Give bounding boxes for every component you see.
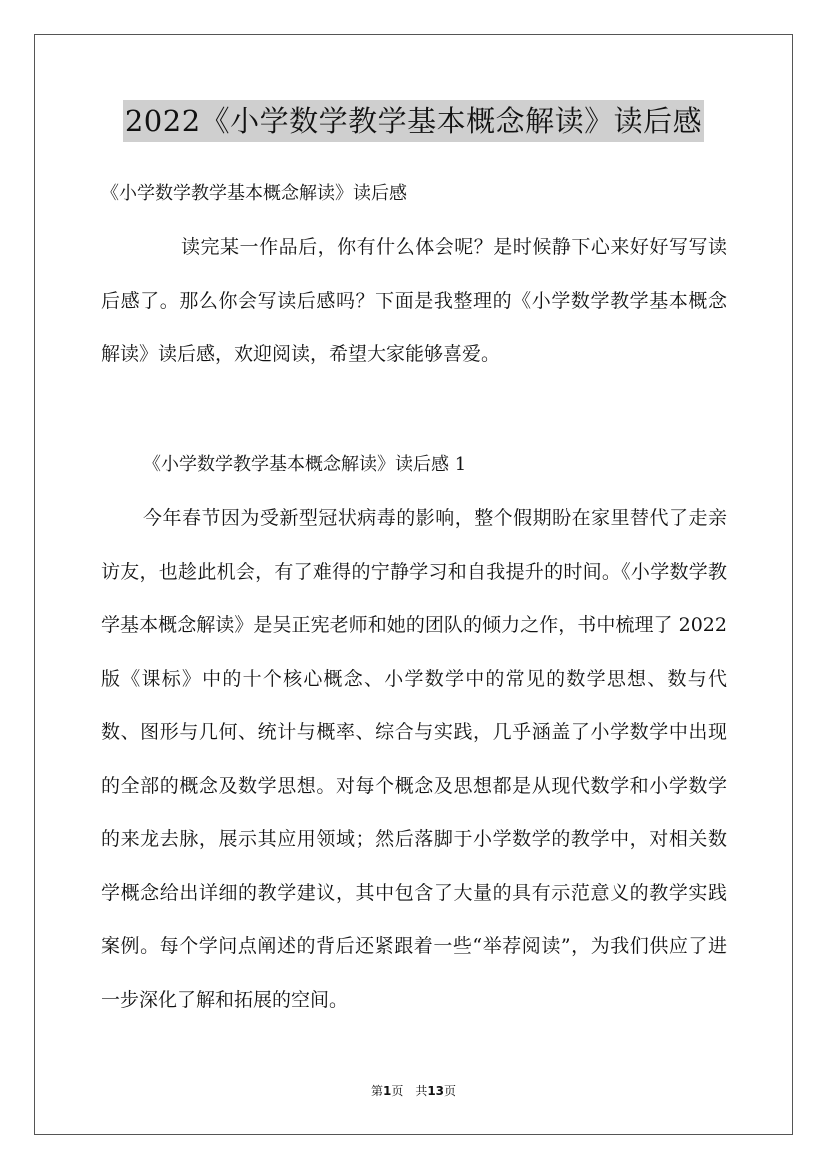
page-footer: [0, 1083, 827, 1099]
footer-page-prefix: 第: [370, 1084, 383, 1098]
document-subtitle: 《小学数学教学基本概念解读》读后感: [101, 183, 407, 204]
footer-page-total: 13: [427, 1084, 445, 1098]
intro-paragraph: 读完某一作品后，你有什么体会呢？是时候静下心来好好写写读后感了。那么你会写读后感吗？下面是我整理的《小学数学教学基本概念解读》读后感，欢迎阅读，希望大家能够喜爱。: [101, 236, 727, 365]
document-title: 2022《小学数学教学基本概念解读》读后感: [123, 100, 704, 142]
footer-page-suffix: 页: [444, 1084, 457, 1098]
footer-page-current: 1: [382, 1084, 392, 1098]
footer-page-mid: 页 共: [391, 1084, 428, 1098]
title-container: [0, 100, 827, 142]
body-paragraph: 今年春节因为受新型冠状病毒的影响，整个假期盼在家里替代了走亲访友，也趁此机会，有了难得的宁静学习和自我提升的时间。《小学数学教学基本概念解读》是吴正宪老师和她的团队的倾力之作，书中梳理了 2022 版《课标》中的十个核心概念、小学数学中的常见的数学思想、数与代数、图形与几何、统计与概率、综合与实践，几乎涵盖了小学数学中出现的全部的概念及数学思想。对每个概念及思想都是从现代数学和小学数学的来龙去脉，展示其应用领域；然后落脚于小学数学的教学中，对相关数学概念给出详细的教学建议，其中包含了大量的具有示范意义的教学实践案例。每个学问点阐述的背后还紧跟着一些“举荐阅读”，为我们供应了进一步深化了解和拓展的空间。: [101, 507, 727, 1011]
section-heading: 《小学数学教学基本概念解读》读后感 1: [143, 454, 467, 475]
